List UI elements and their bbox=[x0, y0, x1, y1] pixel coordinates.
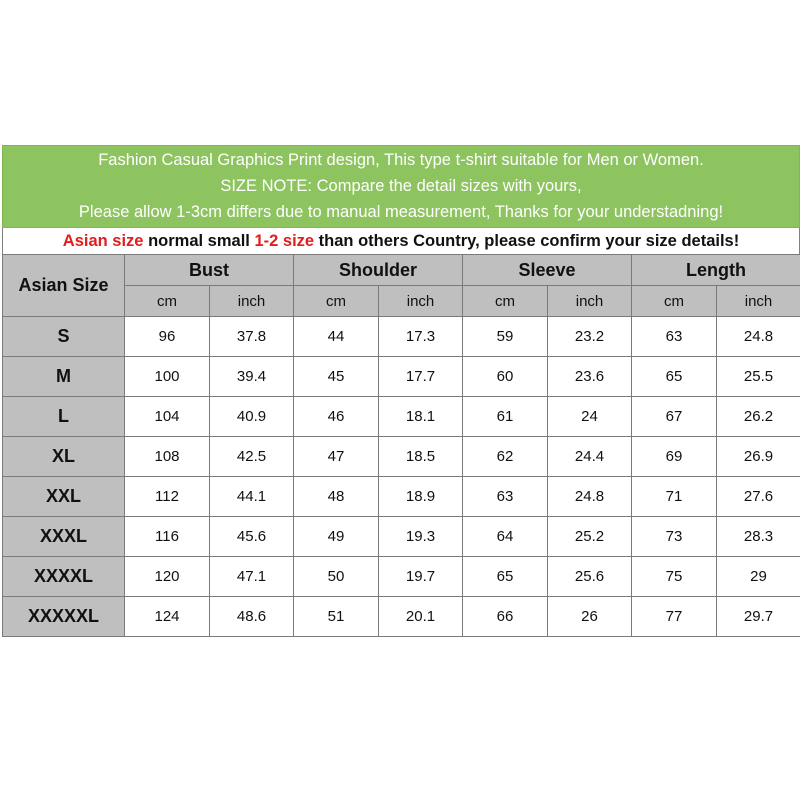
measurement-cell: 19.7 bbox=[379, 557, 463, 597]
measurement-cell: 18.9 bbox=[379, 477, 463, 517]
header-length: Length bbox=[632, 255, 800, 286]
measurement-cell: 67 bbox=[632, 397, 717, 437]
measurement-cell: 48.6 bbox=[210, 597, 294, 637]
measurement-cell: 47 bbox=[294, 437, 379, 477]
measurement-cell: 20.1 bbox=[379, 597, 463, 637]
measurement-cell: 100 bbox=[125, 357, 210, 397]
measurement-cell: 96 bbox=[125, 317, 210, 357]
header-asian-size: Asian Size bbox=[3, 255, 125, 317]
size-notice bbox=[2, 228, 800, 254]
measurement-cell: 75 bbox=[632, 557, 717, 597]
measurement-cell: 26 bbox=[548, 597, 632, 637]
measurement-cell: 44 bbox=[294, 317, 379, 357]
measurement-cell: 19.3 bbox=[379, 517, 463, 557]
measurement-cell: 25.6 bbox=[548, 557, 632, 597]
measurement-cell: 77 bbox=[632, 597, 717, 637]
measurement-cell: 24.4 bbox=[548, 437, 632, 477]
measurement-cell: 24.8 bbox=[548, 477, 632, 517]
measurement-cell: 29 bbox=[717, 557, 800, 597]
measurement-cell: 40.9 bbox=[210, 397, 294, 437]
measurement-cell: 18.1 bbox=[379, 397, 463, 437]
table-header-row bbox=[3, 255, 800, 286]
notice-text-1: normal small bbox=[143, 232, 255, 250]
header-bust: Bust bbox=[125, 255, 294, 286]
size-table bbox=[2, 254, 800, 637]
table-row bbox=[3, 597, 800, 637]
measurement-cell: 28.3 bbox=[717, 517, 800, 557]
size-chart bbox=[2, 145, 800, 637]
measurement-cell: 65 bbox=[463, 557, 548, 597]
table-row bbox=[3, 317, 800, 357]
size-label: XXXXXL bbox=[3, 597, 125, 637]
notice-asian-size: Asian size bbox=[62, 232, 144, 250]
measurement-cell: 45.6 bbox=[210, 517, 294, 557]
size-label: XXXL bbox=[3, 517, 125, 557]
measurement-cell: 48 bbox=[294, 477, 379, 517]
measurement-cell: 64 bbox=[463, 517, 548, 557]
size-label: XXL bbox=[3, 477, 125, 517]
measurement-cell: 104 bbox=[125, 397, 210, 437]
measurement-cell: 39.4 bbox=[210, 357, 294, 397]
measurement-cell: 62 bbox=[463, 437, 548, 477]
measurement-cell: 63 bbox=[632, 317, 717, 357]
measurement-cell: 45 bbox=[294, 357, 379, 397]
table-row bbox=[3, 557, 800, 597]
measurement-cell: 108 bbox=[125, 437, 210, 477]
table-body bbox=[3, 317, 800, 637]
size-label: S bbox=[3, 317, 125, 357]
unit-inch: inch bbox=[548, 286, 632, 317]
measurement-cell: 23.2 bbox=[548, 317, 632, 357]
table-row bbox=[3, 357, 800, 397]
measurement-cell: 69 bbox=[632, 437, 717, 477]
unit-cm: cm bbox=[125, 286, 210, 317]
header-sleeve: Sleeve bbox=[463, 255, 632, 286]
size-label: L bbox=[3, 397, 125, 437]
size-label: M bbox=[3, 357, 125, 397]
measurement-cell: 65 bbox=[632, 357, 717, 397]
table-row bbox=[3, 437, 800, 477]
measurement-cell: 73 bbox=[632, 517, 717, 557]
measurement-cell: 71 bbox=[632, 477, 717, 517]
measurement-cell: 26.9 bbox=[717, 437, 800, 477]
unit-inch: inch bbox=[717, 286, 800, 317]
measurement-cell: 124 bbox=[125, 597, 210, 637]
notice-text-2: than others Country, please confirm your size details! bbox=[314, 232, 740, 250]
measurement-cell: 24.8 bbox=[717, 317, 800, 357]
notice-size-diff: 1-2 size bbox=[254, 232, 315, 250]
measurement-cell: 59 bbox=[463, 317, 548, 357]
measurement-cell: 25.5 bbox=[717, 357, 800, 397]
measurement-cell: 51 bbox=[294, 597, 379, 637]
size-label: XXXXL bbox=[3, 557, 125, 597]
unit-cm: cm bbox=[463, 286, 548, 317]
banner-line-1: Fashion Casual Graphics Print design, This type t-shirt suitable for Men or Women. bbox=[98, 151, 704, 169]
info-banner bbox=[2, 145, 800, 228]
header-shoulder: Shoulder bbox=[294, 255, 463, 286]
measurement-cell: 116 bbox=[125, 517, 210, 557]
measurement-cell: 66 bbox=[463, 597, 548, 637]
measurement-cell: 46 bbox=[294, 397, 379, 437]
measurement-cell: 29.7 bbox=[717, 597, 800, 637]
measurement-cell: 17.3 bbox=[379, 317, 463, 357]
measurement-cell: 25.2 bbox=[548, 517, 632, 557]
measurement-cell: 47.1 bbox=[210, 557, 294, 597]
unit-inch: inch bbox=[379, 286, 463, 317]
measurement-cell: 112 bbox=[125, 477, 210, 517]
table-row bbox=[3, 517, 800, 557]
measurement-cell: 42.5 bbox=[210, 437, 294, 477]
unit-cm: cm bbox=[294, 286, 379, 317]
measurement-cell: 49 bbox=[294, 517, 379, 557]
measurement-cell: 27.6 bbox=[717, 477, 800, 517]
measurement-cell: 18.5 bbox=[379, 437, 463, 477]
measurement-cell: 50 bbox=[294, 557, 379, 597]
table-row bbox=[3, 477, 800, 517]
measurement-cell: 26.2 bbox=[717, 397, 800, 437]
measurement-cell: 44.1 bbox=[210, 477, 294, 517]
measurement-cell: 24 bbox=[548, 397, 632, 437]
measurement-cell: 23.6 bbox=[548, 357, 632, 397]
table-row bbox=[3, 397, 800, 437]
measurement-cell: 37.8 bbox=[210, 317, 294, 357]
measurement-cell: 17.7 bbox=[379, 357, 463, 397]
unit-cm: cm bbox=[632, 286, 717, 317]
unit-inch: inch bbox=[210, 286, 294, 317]
banner-line-3: Please allow 1-3cm differs due to manual measurement, Thanks for your understadning! bbox=[78, 203, 724, 221]
measurement-cell: 120 bbox=[125, 557, 210, 597]
measurement-cell: 61 bbox=[463, 397, 548, 437]
banner-line-2: SIZE NOTE: Compare the detail sizes with yours, bbox=[220, 177, 582, 195]
measurement-cell: 63 bbox=[463, 477, 548, 517]
size-label: XL bbox=[3, 437, 125, 477]
measurement-cell: 60 bbox=[463, 357, 548, 397]
